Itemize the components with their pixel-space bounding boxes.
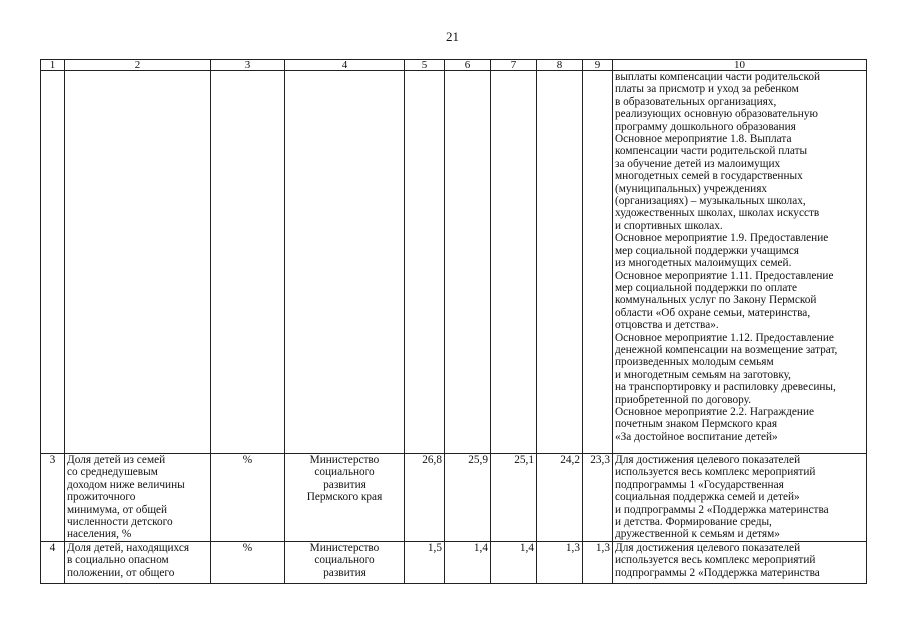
column-number: 3 bbox=[211, 60, 285, 71]
text-line: из многодетных малоимущих семей. bbox=[615, 257, 792, 270]
column-number: 8 bbox=[537, 60, 583, 71]
text-line: художественных школах, школах искусств bbox=[615, 207, 820, 220]
text-line: программу дошкольного образования bbox=[615, 120, 796, 133]
column-numbers-row bbox=[41, 60, 867, 71]
text-line: Министерство bbox=[309, 542, 380, 554]
text-line: компенсации части родительской платы bbox=[615, 145, 808, 158]
text-line: в социально опасном bbox=[67, 554, 169, 567]
text-line: отцовства и детства». bbox=[615, 319, 719, 332]
text-line: Основное мероприятие 1.11. Предоставление bbox=[615, 269, 834, 282]
column-number: 5 bbox=[405, 60, 445, 71]
text-line: области «Об охране семьи, материнства, bbox=[615, 306, 811, 319]
note-cell bbox=[613, 454, 867, 542]
text-line: подпрограммы 2 «Поддержка материнства bbox=[615, 566, 820, 579]
text-line: развития bbox=[323, 478, 366, 491]
text-line: реализующих основную образовательную bbox=[615, 108, 818, 121]
column-number: 6 bbox=[445, 60, 491, 71]
text-line: денежной компенсации на возмещение затрат, bbox=[615, 343, 838, 356]
indicators-table bbox=[40, 59, 867, 584]
text-line: Доля детей из семей bbox=[67, 454, 166, 466]
text-line: «За достойное воспитание детей» bbox=[615, 430, 778, 443]
note-cell bbox=[613, 542, 867, 584]
text-line: и подпрограммы 2 «Поддержка материнства bbox=[615, 503, 829, 516]
column-number: 2 bbox=[65, 60, 211, 71]
text-line: Доля детей, находящихся bbox=[67, 542, 190, 554]
text-line: Министерство bbox=[309, 454, 380, 466]
value-cell: 1,5 bbox=[405, 542, 445, 584]
value-cell: 25,1 bbox=[491, 454, 537, 542]
text-line: многодетных семей в государственных bbox=[615, 170, 803, 183]
text-line: почетным знаком Пермского края bbox=[615, 418, 778, 431]
text-line: коммунальных услуг по Закону Пермской bbox=[615, 294, 817, 307]
value-cell: 24,2 bbox=[537, 454, 583, 542]
text-line: (муниципальных) учреждениях bbox=[615, 182, 768, 195]
row-number: 4 bbox=[41, 542, 65, 584]
text-line: на транспортировку и распиловку древесины, bbox=[615, 381, 836, 394]
ministry-cell bbox=[285, 542, 405, 584]
text-line: Для достижения целевого показателей bbox=[615, 542, 801, 554]
indicator-cell bbox=[65, 542, 211, 584]
text-line: Основное мероприятие 1.8. Выплата bbox=[615, 133, 792, 146]
unit-cell: % bbox=[211, 542, 285, 584]
text-line: выплаты компенсации части родительской bbox=[615, 71, 821, 83]
measures-cell bbox=[613, 71, 867, 454]
text-line: со среднедушевым bbox=[67, 466, 158, 479]
text-line: приобретенной по договору. bbox=[615, 393, 752, 406]
column-number: 1 bbox=[41, 60, 65, 71]
text-line: прожиточного bbox=[67, 491, 136, 504]
text-line: подпрограммы 1 «Государственная bbox=[615, 478, 784, 491]
column-number: 10 bbox=[613, 60, 867, 71]
text-line: Пермского края bbox=[306, 491, 383, 504]
text-line: произведенных молодым семьям bbox=[615, 356, 774, 369]
column-number: 9 bbox=[583, 60, 613, 71]
table-row bbox=[41, 454, 867, 542]
text-line: мер социальной поддержки по оплате bbox=[615, 281, 798, 294]
column-number: 7 bbox=[491, 60, 537, 71]
text-line: Основное мероприятие 2.2. Награждение bbox=[615, 405, 814, 418]
unit-cell: % bbox=[211, 454, 285, 542]
text-line: и спортивных школах. bbox=[615, 219, 723, 232]
text-line: используется весь комплекс мероприятий bbox=[615, 466, 816, 479]
text-line: минимума, от общей bbox=[67, 503, 168, 516]
ministry-cell bbox=[285, 454, 405, 542]
text-line: и детства. Формирование среды, bbox=[615, 516, 772, 529]
value-cell: 23,3 bbox=[583, 454, 613, 542]
table-row bbox=[41, 542, 867, 584]
value-cell: 1,4 bbox=[491, 542, 537, 584]
text-line: Для достижения целевого показателей bbox=[615, 454, 801, 466]
text-line: развития bbox=[323, 566, 366, 579]
text-line: используется весь комплекс мероприятий bbox=[615, 554, 816, 567]
text-line: платы за присмотр и уход за ребенком bbox=[615, 83, 799, 96]
row-number: 3 bbox=[41, 454, 65, 542]
text-line: (организациях) – музыкальных школах, bbox=[615, 195, 806, 208]
text-line: социального bbox=[314, 554, 375, 567]
page-number: 21 bbox=[446, 29, 459, 44]
text-line: положении, от общего bbox=[67, 566, 175, 579]
text-line: Основное мероприятие 1.9. Предоставление bbox=[615, 232, 829, 245]
text-line: дружественной к семьям и детям» bbox=[615, 528, 780, 541]
text-line: в образовательных организациях, bbox=[615, 95, 777, 108]
text-line: социального bbox=[314, 466, 375, 479]
value-cell: 1,3 bbox=[583, 542, 613, 584]
text-line: населения, % bbox=[67, 528, 132, 541]
value-cell: 1,3 bbox=[537, 542, 583, 584]
text-line: Основное мероприятие 1.12. Предоставление bbox=[615, 331, 834, 344]
value-cell: 26,8 bbox=[405, 454, 445, 542]
continuation-row bbox=[41, 71, 867, 454]
text-line: мер социальной поддержки учащимся bbox=[615, 244, 799, 257]
text-line: численности детского bbox=[67, 516, 173, 529]
value-cell: 1,4 bbox=[445, 542, 491, 584]
text-line: и многодетным семьям на заготовку, bbox=[615, 368, 791, 381]
value-cell: 25,9 bbox=[445, 454, 491, 542]
column-number: 4 bbox=[285, 60, 405, 71]
text-line: социальная поддержка семей и детей» bbox=[615, 491, 800, 504]
text-line: доходом ниже величины bbox=[67, 478, 185, 491]
text-line: за обучение детей из малоимущих bbox=[615, 157, 781, 170]
indicator-cell bbox=[65, 454, 211, 542]
